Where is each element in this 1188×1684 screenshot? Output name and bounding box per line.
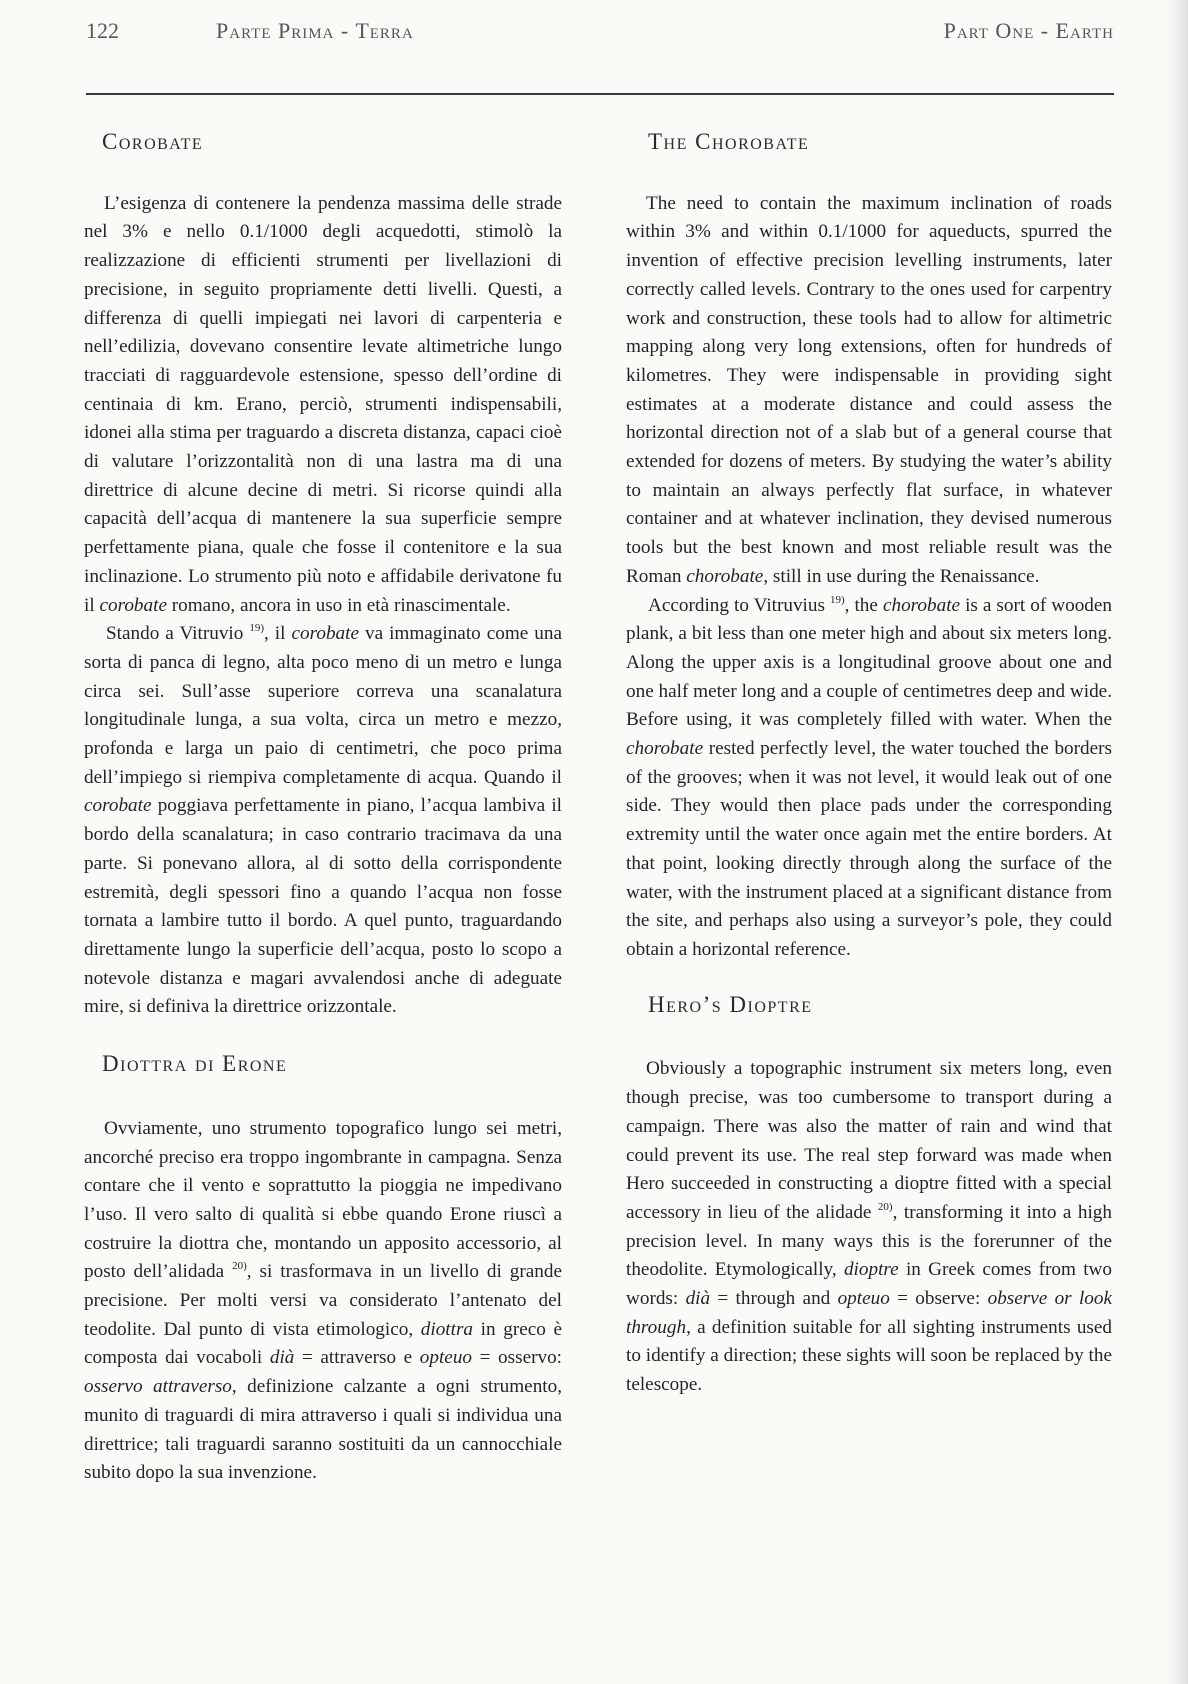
paragraph-corobate-1 <box>84 190 562 621</box>
italic-term: corobate <box>291 623 359 645</box>
section-title-diottra: Diottra di Erone <box>102 1051 288 1077</box>
section-title-corobate: Corobate <box>102 129 204 154</box>
text-run: poggiava perfettamente in piano, l’acqua lambiva il bordo della scanalatura; in caso contrario tracimava da una parte. Si ponevano allora, al di sotto della corrispondente estremità, degli spessori fino a quando l’acqua non fosse tornata a lambire tutto il bordo. A quel punto, traguardando direttamente lungo la superficie dell’acqua, posto lo scopo a notevole distanza e magari avvalendosi anche di adeguate mire, si definiva la direttrice orizzontale. <box>84 795 562 1018</box>
italic-term: chorobate <box>626 738 704 760</box>
text-run: , si trasformava in un livello di grande precisione. Per molti versi va considerato l’antenato del teodolite. Dal punto di vista etimologico, <box>84 1261 562 1340</box>
text-run: romano, ancora in uso in età rinascimentale. <box>166 594 511 616</box>
text-run: Ovviamente, uno strumento topografico lungo sei metri, ancorché preciso era troppo ingombrante in campagna. Senza contare che il vento e soprattutto la pioggia ne impedivano l’uso. Il vero salto di qualità si ebbe quando Erone riuscì a costruire la diottra che, montando un apposito accessorio, al posto dell’alidada <box>84 1117 562 1283</box>
section-title-dioptre: Hero’s Dioptre <box>648 991 813 1017</box>
italic-term: opteuo <box>419 1347 473 1369</box>
italic-term: dioptre <box>843 1259 899 1281</box>
section-corobate <box>84 128 562 1022</box>
text-run: is a sort of wooden plank, a bit less than one meter high and about six meters long. Along the upper axis is a longitudinal groove about one and one half meter long and a couple of centimetres deep and wide. Before using, it was completely filled with water. When the <box>626 594 1112 731</box>
text-run: , transforming it into a high precision level. In many ways this is the forerunner of the theodolite. Etymologically, <box>626 1201 1112 1281</box>
italic-term: osservo attraverso <box>84 1376 232 1398</box>
italic-term: corobate <box>99 594 167 616</box>
footnote-ref: 19) <box>249 622 265 635</box>
paragraph-dioptre-1 <box>626 1055 1112 1399</box>
footnote-ref: 20) <box>232 1260 247 1273</box>
italic-term: observe or look through <box>626 1288 1112 1338</box>
italic-term: diottra <box>420 1318 474 1340</box>
italic-term: dià <box>269 1347 295 1369</box>
text-run: va immaginato come una sorta di panca di legno, alta poco meno di un metro e lunga circa sei. Sull’asse superiore correva una scanalatura longitudinale lunga, a sua volta, circa un metro e mezzo, profonda e larga un paio di centimetri, che poco prima dell’impiego si riempiva completamente di acqua. Quando il <box>84 623 562 788</box>
italic-term: chorobate <box>686 565 764 587</box>
italian-column <box>84 128 562 1488</box>
section-heros-dioptre <box>626 991 1112 1400</box>
text-run: Stando a Vitruvio <box>106 623 250 645</box>
text-run: , a definition suitable for all sighting instruments used to identify a direction; these sights will soon be replaced by the telescope. <box>626 1316 1112 1396</box>
section-the-chorobate <box>626 128 1112 965</box>
section-diottra-di-erone <box>84 1050 562 1488</box>
text-run: The need to contain the maximum inclination of roads within 3% and within 0.1/1000 for aqueducts, spurred the invention of effective precision levelling instruments, later correctly called levels. Contrary to the ones used for carpentry work and construction, these tools had to allow for altimetric mapping along very long extensions, often for hundreds of kilometres. They were indispensable in providing sight estimates at a moderate distance and could assess the horizontal direction not of a slab but of a general course that extended for dozens of meters. By studying the water’s ability to maintain an always perfectly flat surface, in whatever container and at whatever inclination, they devised numerous tools but the best known and most reliable result was the Roman <box>626 192 1112 587</box>
text-run: rested perfectly level, the water touched the borders of the grooves; when it was not level, it would leak out of one side. They would then place pads under the corresponding extremity until the water once again met the entire borders. At that point, looking directly through along the surface of the water, with the instrument placed at a significant distance from the site, and perhaps also using a surveyor’s pole, they could obtain a horizontal reference. <box>626 738 1112 960</box>
footnote-ref: 20) <box>877 1200 893 1213</box>
italic-term: corobate <box>84 795 152 817</box>
running-head <box>86 18 1114 62</box>
header-rule <box>86 93 1114 95</box>
text-run: L’esigenza di contenere la pendenza massima delle strade nel 3% e nello 0.1/1000 degli acquedotti, stimolò la realizzazione di efficienti strumenti per livellazioni di precisione, in seguito propriamente detti livelli. Questi, a differenza di quelli impiegati nei lavori di carpenteria e nell’edilizia, dovevano consentire levate altimetriche lungo tracciati di ragguardevole estensione, spesso dell’ordine di centinaia di km. Erano, perciò, strumenti indispensabili, idonei alla stima per traguardo a discreta distanza, capaci cioè di valutare l’orizzontalità non di una lastra ma di una direttrice di alcune decine di metri. Si ricorse quindi alla capacità dell’acqua di mantenere la sua superficie sempre perfettamente piana, quale che fosse il contenitore e la sua inclinazione. Lo strumento più noto e affidabile derivatone fu il <box>84 192 562 616</box>
text-run: According to Vitruvius <box>648 594 830 616</box>
paragraph-corobate-2 <box>84 620 562 1022</box>
section-title-chorobate: The Chorobate <box>648 129 810 154</box>
text-run: = osservo: <box>472 1347 562 1369</box>
italic-term: dià <box>685 1288 711 1310</box>
text-run: in greco è composta dai vocaboli <box>84 1318 562 1369</box>
text-run: = attraverso e <box>294 1347 420 1369</box>
running-title-english: Part One - Earth <box>943 18 1114 43</box>
text-run: , the <box>844 594 883 616</box>
paragraph-chorobate-1 <box>626 190 1112 592</box>
text-run: Obviously a topographic instrument six meters long, even though precise, was too cumbersome to transport during a campaign. There was also the matter of rain and wind that could prevent its use. The real step forward was made when Hero succeeded in constructing a dioptre fitted with a special accessory in lieu of the alidade <box>626 1058 1112 1223</box>
text-run: = through and <box>710 1288 838 1310</box>
text-run: in Greek comes from two words: <box>626 1259 1112 1310</box>
footnote-ref: 19) <box>829 593 845 606</box>
italic-term: opteuo <box>837 1288 890 1310</box>
text-run: , il <box>264 623 292 645</box>
text-run: = observe: <box>889 1288 988 1310</box>
page-edge-shadow <box>1166 0 1188 1684</box>
running-title-italian: Parte Prima - Terra <box>216 18 414 43</box>
text-run: , still in use during the Renaissance. <box>763 565 1040 587</box>
paragraph-diottra-1 <box>84 1115 562 1488</box>
italic-term: chorobate <box>882 594 961 616</box>
paragraph-chorobate-2 <box>626 592 1112 965</box>
english-column <box>626 128 1112 1400</box>
text-run: , definizione calzante a ogni strumento, munito di traguardi di mira attraverso i quali si individua una direttrice; tali traguardi saranno sostituiti da un cannocchiale subito dopo la sua invenzione. <box>84 1376 563 1484</box>
page-number: 122 <box>86 18 119 43</box>
